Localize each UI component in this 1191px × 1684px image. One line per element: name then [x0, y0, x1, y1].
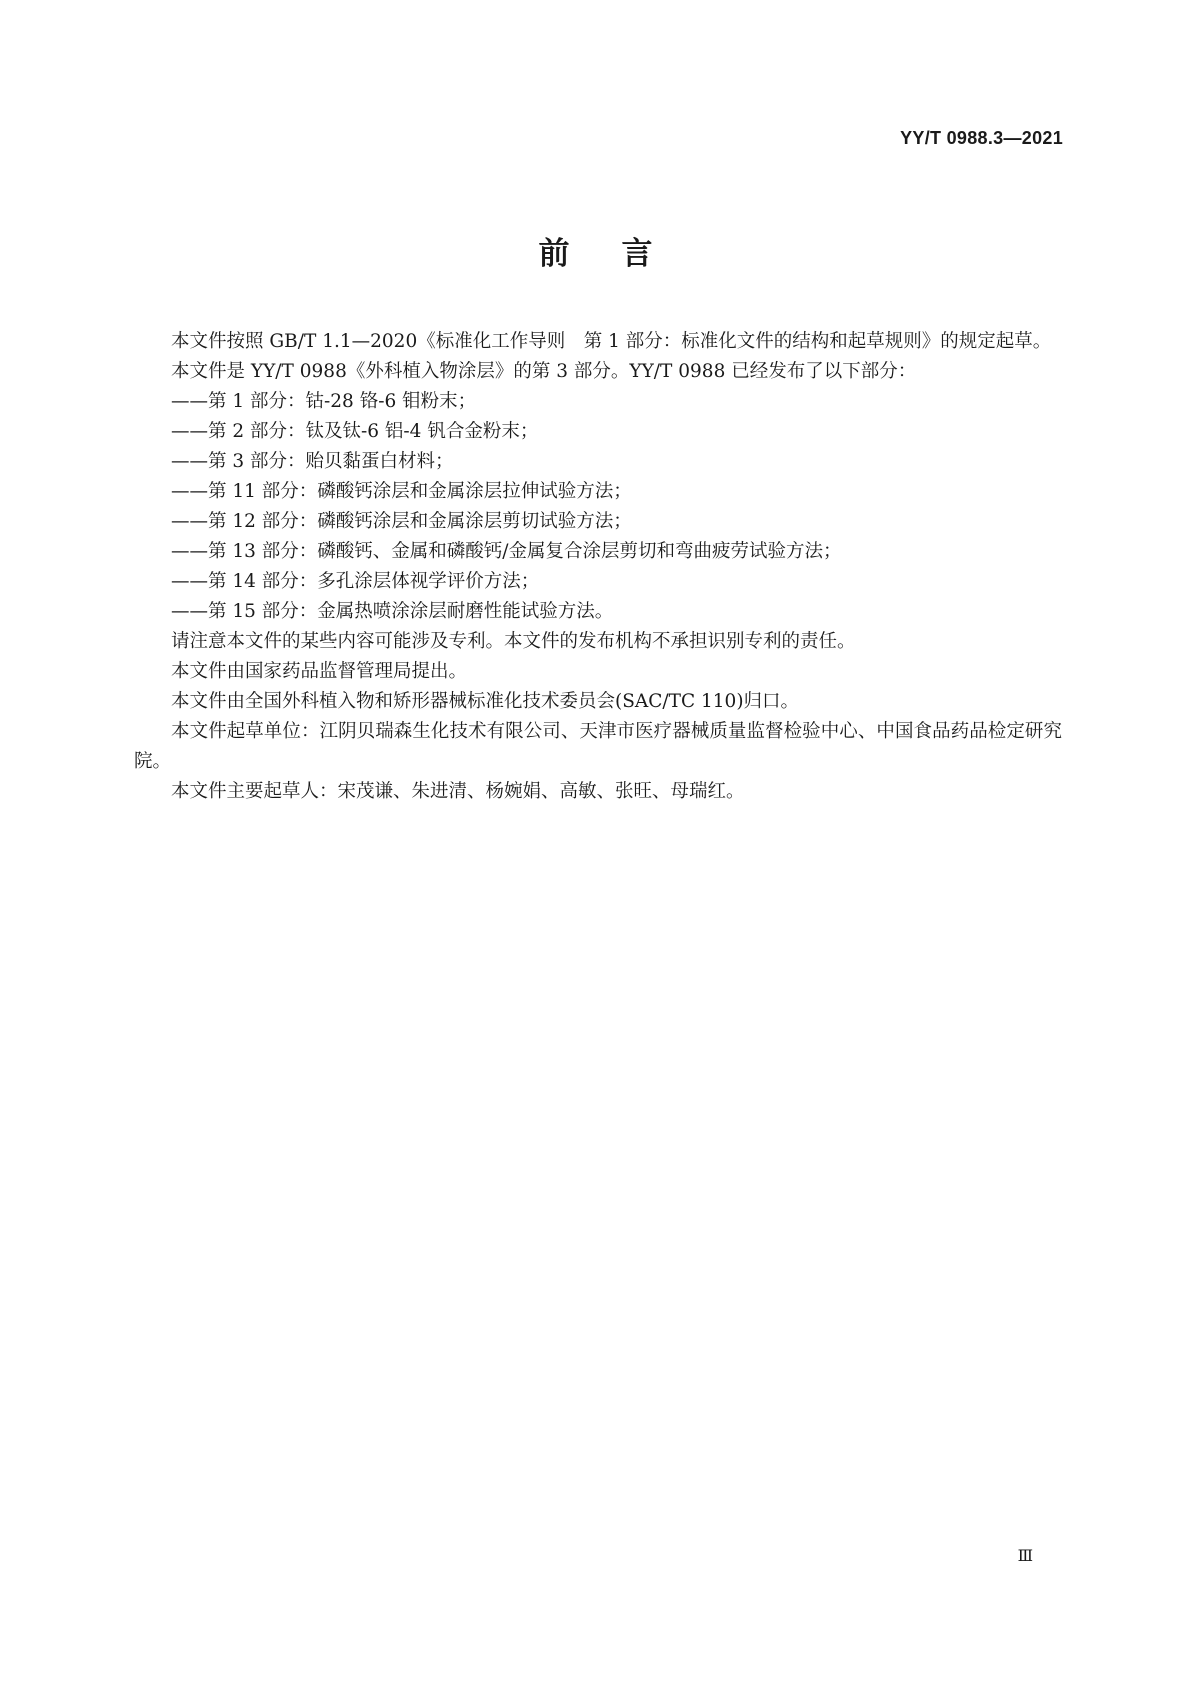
paragraph-proposer: 本文件由国家药品监督管理局提出。	[171, 661, 468, 682]
paragraph-centralized: 本文件由全国外科植入物和矫形器械标准化技术委员会(SAC/TC 110)归口。	[171, 691, 800, 712]
standard-number: YY/T 0988.3—2021	[900, 128, 1063, 148]
list-item: ——第 15 部分：金属热喷涂涂层耐磨性能试验方法。	[171, 601, 614, 622]
list-item: ——第 14 部分：多孔涂层体视学评价方法；	[171, 571, 540, 592]
paragraph-patent-notice: 请注意本文件的某些内容可能涉及专利。本文件的发布机构不承担识别专利的责任。	[171, 631, 856, 652]
paragraph-drafting-rules: 本文件按照 GB/T 1.1—2020《标准化工作导则 第 1 部分：标准化文件的结构和起草规则》的规定起草。	[171, 331, 1052, 352]
list-item: ——第 11 部分：磷酸钙涂层和金属涂层拉伸试验方法；	[171, 481, 632, 502]
list-item: ——第 13 部分：磷酸钙、金属和磷酸钙/金属复合涂层剪切和弯曲疲劳试验方法；	[171, 541, 842, 562]
list-item: ——第 1 部分：钴-28 铬-6 钼粉末；	[171, 391, 477, 412]
page-title: 前言	[538, 236, 705, 272]
page-number: Ⅲ	[1017, 1546, 1033, 1565]
paragraph-drafters: 本文件主要起草人：宋茂谦、朱进清、杨婉娟、高敏、张旺、母瑞红。	[171, 781, 745, 802]
paragraph-drafting-units: 本文件起草单位：江阴贝瑞森生化技术有限公司、天津市医疗器械质量监督检验中心、中国食品药品检定研究院。	[134, 721, 1062, 772]
list-item: ——第 12 部分：磷酸钙涂层和金属涂层剪切试验方法；	[171, 511, 632, 532]
list-item: ——第 2 部分：钛及钛-6 铝-4 钒合金粉末；	[171, 421, 539, 442]
foreword-body	[134, 327, 1062, 807]
paragraph-series-intro: 本文件是 YY/T 0988《外科植入物涂层》的第 3 部分。YY/T 0988 已经发布了以下部分：	[171, 361, 917, 382]
list-item: ——第 3 部分：贻贝黏蛋白材料；	[171, 451, 454, 472]
